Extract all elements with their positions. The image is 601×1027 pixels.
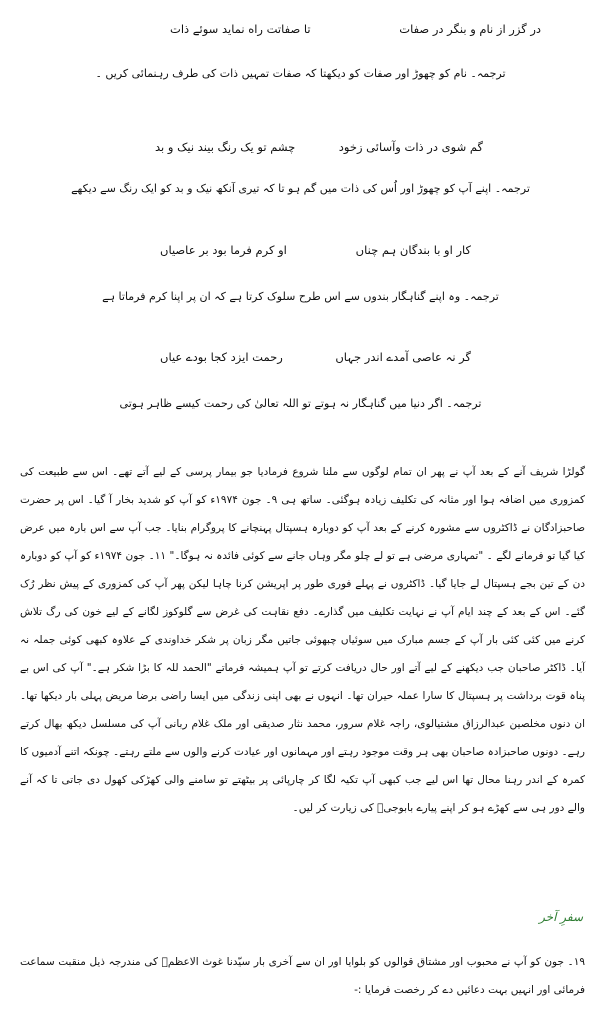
- couplet-3-line-right: کار او با بندگان ہم چناں: [355, 243, 471, 257]
- section-heading: سفرِ آخر: [539, 910, 583, 924]
- couplet-1-line-right: در گزر از نام و بنگر در صفات: [399, 22, 541, 36]
- couplet-1-line-left: تا صفاتت راه نماید سوئے ذات: [170, 22, 311, 36]
- couplet-3-line-left: او کرم فرما بود بر عاصیاں: [160, 243, 287, 257]
- couplet-3-translation: ترجمہ۔ وہ اپنے گناہگار بندوں سے اس طرح سلوک کرتا ہے کہ ان پر اپنا کرم فرماتا ہے: [102, 290, 499, 303]
- couplet-2-translation: ترجمہ۔ اپنے آپ کو چھوڑ اور اُس کی ذات میں گم ہو تا کہ تیری آنکھ نیک و بد کو ایک رنگ سے دیکھے: [71, 182, 530, 195]
- couplet-4-line-right: گر نہ عاصی آمدے اندر جہاں: [335, 350, 471, 364]
- closing-paragraph: ۱۹۔ جون کو آپ نے محبوب اور مشتاق قوالوں کو بلوایا اور ان سے آخری بار سیّدنا غوث الاعظمؒ کی مندرجہ ذیل منقبت سماعت فرمائی اور انہیں بہت دعائیں دے کر رخصت فرمایا :-: [20, 956, 585, 996]
- couplet-2-line-right: گم شوی در ذات وآسائی زخود: [338, 140, 483, 154]
- couplet-4-translation: ترجمہ۔ اگر دنیا میں گناہگار نہ ہوتے تو اللہ تعالیٰ کی رحمت کیسے ظاہر ہوتی: [119, 397, 482, 410]
- couplet-1-translation: ترجمہ۔ نام کو چھوڑ اور صفات کو دیکھتا کہ صفات تمہیں ذات کی طرف رہنمائی کریں ۔: [95, 67, 506, 80]
- couplet-2-line-left: چشم تو یک رنگ بیند نیک و بد: [155, 140, 296, 154]
- body-paragraph: گولڑا شریف آنے کے بعد آپ نے پھر ان تمام لوگوں سے ملنا شروع فرمادیا جو بیمار پرسی کے لیے آتے تھے۔ اس سے طبیعت کی کمزوری میں اضافہ ہوا اور مثانہ کی تکلیف زیادہ ہوگئی۔ ساتھ ہی ۹۔ جون ۱۹۷۴ء کو آپ کو شدید بخار آ گیا۔ اس پر حضرت صاحبزادگان نے ڈاکٹروں سے مشورہ کرنے کے بعد آپ کو دوبارہ ہسپتال پہنچانے کا پروگرام بنایا۔ جب آپ سے اس بارہ میں عرض کیا گیا تو فرمانے لگے ۔ "تمہاری مرضی ہے تو لے چلو مگر وہاں جانے سے کوئی فائدہ نہ ہوگا۔" ۱۱۔ جون ۱۹۷۴ء کو آپ کو دوبارہ دن کے تین بجے ہسپتال لے جایا گیا۔ ڈاکٹروں نے پہلے فوری طور پر اپریشن کرنا چاہا لیکن پھر آپ کی کمزوری کے پیش نظر رُک گئے۔ اس کے بعد کے چند ایام آپ نے نہایت تکلیف میں گذارے۔ دفع نقاہت کی غرض سے گلوکوز لگانے کے لیے خون کی رگ تلاش کرنے میں کئی کئی بار آپ کے جسم مبارک میں سوئیاں چبھوئی جاتیں مگر زبان پر شکر خداوندی کے علاوہ کبھی کوئی جملہ نہ آیا۔ ڈاکٹر صاحبان جب دیکھنے کے لیے آتے اور حال دریافت کرتے تو آپ ہمیشہ فرماتے "الحمد للہ کا بڑا شکر ہے۔" آپ کی اس بے پناہ قوت برداشت پر ہسپتال کا سارا عملہ حیران تھا۔ انہوں نے بھی اپنی زندگی میں ایسا راضی برضا مریض پہلی بار دیکھا تھا۔ ان دنوں مخلصین عبدالرزاق مشتیالوی، راجہ غلام سرور، محمد نثار صدیقی اور ملک غلام ربانی آپ کی مسلسل دیکھ بھال کرتے رہے۔ دونوں صاحبزادہ صاحبان بھی ہر وقت موجود رہتے اور مہمانوں اور عیادت کرنے والوں سے ملتے رہتے۔ چونکہ اتنے آدمیوں کا کمرہ کے اندر رہنا محال تھا اس لیے جب کبھی آپ تکیہ لگا کر چارپائی پر بیٹھتے تو سامنے والی کھڑکی کھول دی جاتی تا کہ آنے والے دور ہی سے کھڑے ہو کر اپنے پیارے بابوجیؒ کی زیارت کر لیں۔: [20, 466, 585, 814]
- couplet-4-line-left: رحمت ایزد کجا بودے عیاں: [160, 350, 283, 364]
